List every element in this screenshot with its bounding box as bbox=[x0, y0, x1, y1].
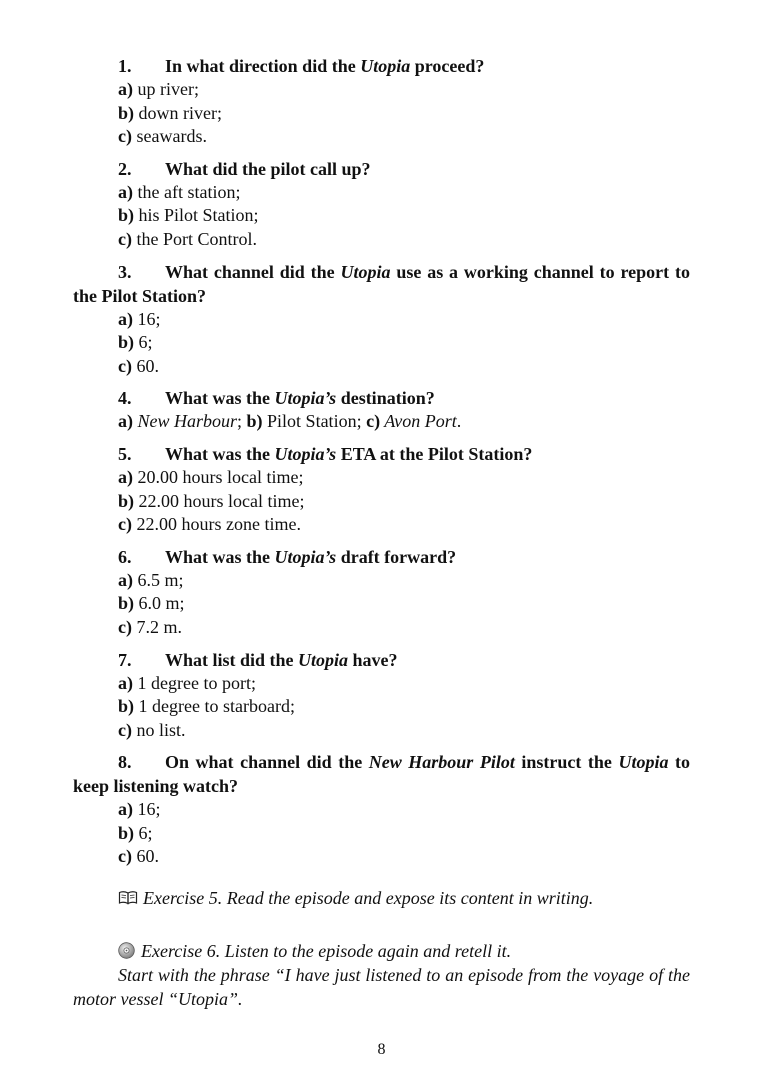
option-letter: a) bbox=[118, 308, 133, 329]
question-number: 4. bbox=[118, 388, 132, 409]
disc-icon bbox=[118, 941, 135, 958]
question-fragment: destination? bbox=[336, 388, 435, 409]
page-number: 8 bbox=[377, 1041, 386, 1058]
answer-option bbox=[73, 78, 690, 102]
question-list bbox=[73, 54, 690, 869]
answer-option bbox=[73, 466, 690, 490]
answer-option bbox=[73, 204, 690, 228]
question-fragment: use as a working channel to report to the Pilot Station? bbox=[73, 261, 690, 306]
option-text: his Pilot Station; bbox=[134, 205, 259, 226]
option-letter: c) bbox=[366, 411, 381, 432]
vessel-name: Utopia bbox=[298, 649, 349, 670]
exercise-5-text: Exercise 5. Read the episode and expose its content in writing. bbox=[143, 888, 594, 909]
question-fragment: What list did the bbox=[165, 649, 299, 670]
option-letter: a) bbox=[118, 569, 133, 590]
question-text bbox=[73, 386, 690, 410]
option-letter: b) bbox=[118, 102, 135, 123]
answer-option bbox=[73, 845, 690, 869]
option-text: 60. bbox=[131, 355, 159, 376]
option-text: 6; bbox=[134, 332, 153, 353]
option-separator: ; bbox=[237, 411, 247, 432]
question-fragment: What did the pilot call up? bbox=[165, 158, 371, 179]
answer-option bbox=[73, 102, 690, 126]
answer-option bbox=[73, 331, 690, 355]
option-text: New Harbour bbox=[133, 411, 238, 432]
option-text: 1 degree to port; bbox=[133, 672, 256, 693]
question-3 bbox=[73, 260, 690, 379]
option-letter: a) bbox=[118, 799, 133, 820]
option-text: seawards. bbox=[131, 126, 207, 147]
question-6 bbox=[73, 545, 690, 640]
answer-option bbox=[73, 592, 690, 616]
exercise-6-instruction: Start with the phrase “I have just listened to an episode from the voyage of the motor vessel “Utopia”. bbox=[73, 965, 690, 1010]
option-letter: b) bbox=[118, 205, 135, 226]
option-letter: c) bbox=[118, 355, 132, 376]
question-fragment: to keep listening watch? bbox=[73, 752, 691, 797]
question-fragment: On what channel did the bbox=[165, 752, 369, 773]
exercise-5 bbox=[73, 885, 690, 911]
vessel-name: Utopia bbox=[360, 56, 411, 76]
option-text: the aft station; bbox=[133, 181, 241, 202]
question-fragment: have? bbox=[348, 649, 398, 670]
option-letter: a) bbox=[118, 79, 133, 99]
question-2 bbox=[73, 157, 690, 252]
question-fragment: instruct the bbox=[514, 752, 619, 773]
question-7 bbox=[73, 648, 690, 743]
question-fragment: What was the bbox=[165, 388, 275, 409]
option-text: down river; bbox=[134, 102, 222, 123]
question-number: 5. bbox=[118, 443, 132, 464]
question-fragment: proceed? bbox=[410, 56, 485, 76]
option-letter: a) bbox=[118, 411, 133, 432]
answer-option bbox=[73, 616, 690, 640]
question-fragment: draft forward? bbox=[336, 546, 457, 567]
option-text: 7.2 m. bbox=[131, 616, 182, 637]
answer-option bbox=[73, 822, 690, 846]
option-letter: b) bbox=[118, 490, 135, 511]
question-text bbox=[73, 750, 690, 798]
option-letter: b) bbox=[118, 332, 135, 353]
option-separator: . bbox=[456, 411, 462, 432]
answer-option bbox=[73, 513, 690, 537]
question-4 bbox=[73, 386, 690, 434]
option-text: 6.0 m; bbox=[134, 593, 185, 614]
exercise-6-title: Exercise 6. Listen to the episode again and retell it. bbox=[141, 941, 512, 962]
question-8 bbox=[73, 750, 690, 869]
answer-option bbox=[73, 798, 690, 822]
option-letter: b) bbox=[118, 696, 135, 717]
vessel-name: Utopia’s bbox=[274, 443, 337, 464]
question-text bbox=[73, 260, 690, 308]
answer-option bbox=[73, 569, 690, 593]
option-text: Pilot Station bbox=[262, 411, 357, 432]
question-text bbox=[73, 648, 690, 672]
book-icon bbox=[118, 886, 138, 901]
question-fragment: In what direction did the bbox=[165, 56, 361, 76]
option-letter: c) bbox=[118, 126, 132, 147]
answer-option bbox=[73, 308, 690, 332]
option-letter: a) bbox=[118, 672, 133, 693]
option-letter: c) bbox=[118, 616, 132, 637]
option-letter: c) bbox=[118, 719, 132, 740]
question-text bbox=[73, 442, 690, 466]
option-letter: c) bbox=[118, 846, 132, 867]
question-fragment: ETA at the Pilot Station? bbox=[336, 443, 533, 464]
option-text: no list. bbox=[131, 719, 186, 740]
option-text: 1 degree to starboard; bbox=[134, 696, 295, 717]
question-text bbox=[73, 545, 690, 569]
answer-option bbox=[73, 719, 690, 743]
question-number: 2. bbox=[118, 158, 132, 179]
option-letter: b) bbox=[118, 593, 135, 614]
question-number: 1. bbox=[118, 56, 132, 76]
answer-option bbox=[73, 355, 690, 379]
option-text: up river; bbox=[133, 79, 199, 99]
vessel-name: Utopia bbox=[340, 261, 391, 282]
vessel-name: Utopia bbox=[618, 752, 669, 773]
vessel-name: Utopia’s bbox=[274, 388, 337, 409]
question-fragment: What was the bbox=[165, 546, 275, 567]
option-text: 60. bbox=[131, 846, 159, 867]
question-number: 6. bbox=[118, 546, 132, 567]
option-letter: b) bbox=[118, 822, 135, 843]
option-letter: c) bbox=[118, 514, 132, 535]
option-text: the Port Control. bbox=[131, 228, 257, 249]
exercise-6 bbox=[73, 939, 690, 1011]
option-text: Avon Port bbox=[380, 411, 457, 432]
question-text bbox=[73, 157, 690, 181]
option-text: 6.5 m; bbox=[133, 569, 184, 590]
option-text: 22.00 hours local time; bbox=[134, 490, 305, 511]
question-number: 3. bbox=[118, 261, 132, 282]
answer-option bbox=[73, 490, 690, 514]
answer-option bbox=[73, 695, 690, 719]
question-5 bbox=[73, 442, 690, 537]
inline-answer-options bbox=[73, 410, 690, 434]
option-letter: a) bbox=[118, 181, 133, 202]
answer-option bbox=[73, 672, 690, 696]
option-text: 22.00 hours zone time. bbox=[131, 514, 301, 535]
option-text: 16; bbox=[133, 799, 161, 820]
question-1 bbox=[73, 54, 690, 149]
page-content bbox=[73, 54, 690, 1011]
answer-option bbox=[73, 125, 690, 149]
question-fragment: What was the bbox=[165, 443, 275, 464]
vessel-name: Utopia’s bbox=[274, 546, 337, 567]
question-text bbox=[73, 54, 690, 78]
question-number: 7. bbox=[118, 649, 132, 670]
option-text: 6; bbox=[134, 822, 153, 843]
question-fragment: What channel did the bbox=[165, 261, 341, 282]
answer-option bbox=[73, 181, 690, 205]
answer-option bbox=[73, 228, 690, 252]
vessel-name: New Harbour Pilot bbox=[368, 752, 515, 773]
option-text: 20.00 hours local time; bbox=[133, 466, 304, 487]
question-number: 8. bbox=[118, 752, 132, 773]
option-letter: a) bbox=[118, 466, 133, 487]
option-text: 16; bbox=[133, 308, 161, 329]
option-separator: ; bbox=[356, 411, 367, 432]
option-letter: b) bbox=[246, 411, 263, 432]
option-letter: c) bbox=[118, 228, 132, 249]
